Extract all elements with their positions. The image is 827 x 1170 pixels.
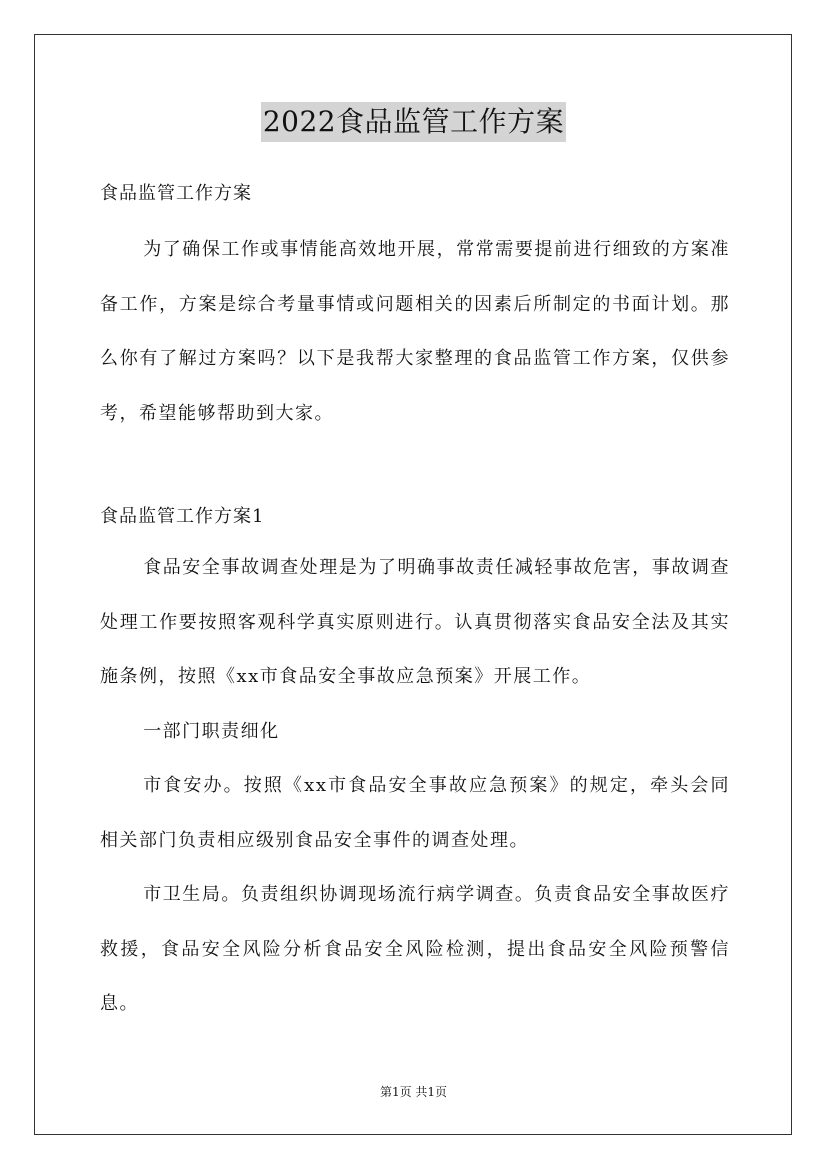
intro-paragraph: 为了确保工作或事情能高效地开展，常常需要提前进行细致的方案准备工作，方案是综合考量事情或问题相关的因素后所制定的书面计划。那么你有了解过方案吗？以下是我帮大家整理的食品监管工作方案，仅供参考，希望能够帮助到大家。 <box>100 239 730 424</box>
document-body <box>100 178 730 1032</box>
spacer <box>100 441 730 501</box>
document-title: 2022食品监管工作方案 <box>261 102 566 142</box>
section1-heading: 食品监管工作方案1 <box>100 506 265 527</box>
page-footer: 第1页 共1页 <box>379 1085 448 1099</box>
spacer <box>100 210 730 223</box>
section1-subheading: 一部门职责细化 <box>143 720 280 742</box>
section1-paragraph-3: 市卫生局。负责组织协调现场流行病学调查。负责食品安全事故医疗救援，食品安全风险分析食品安全风险检测，提出食品安全风险预警信息。 <box>100 884 730 1014</box>
title-wrap <box>0 102 827 142</box>
section1-paragraph-2: 市食安办。按照《xx市食品安全事故应急预案》的规定，牵头会同相关部门负责相应级别食品安全事件的调查处理。 <box>100 775 730 851</box>
section1-paragraph-1: 食品安全事故调查处理是为了明确事故责任减轻事故危害，事故调查处理工作要按照客观科学真实原则进行。认真贯彻落实食品安全法及其实施条例，按照《xx市食品安全事故应急预案》开展工作。 <box>100 557 730 687</box>
intro-heading: 食品监管工作方案 <box>100 183 252 204</box>
spacer <box>100 533 730 541</box>
